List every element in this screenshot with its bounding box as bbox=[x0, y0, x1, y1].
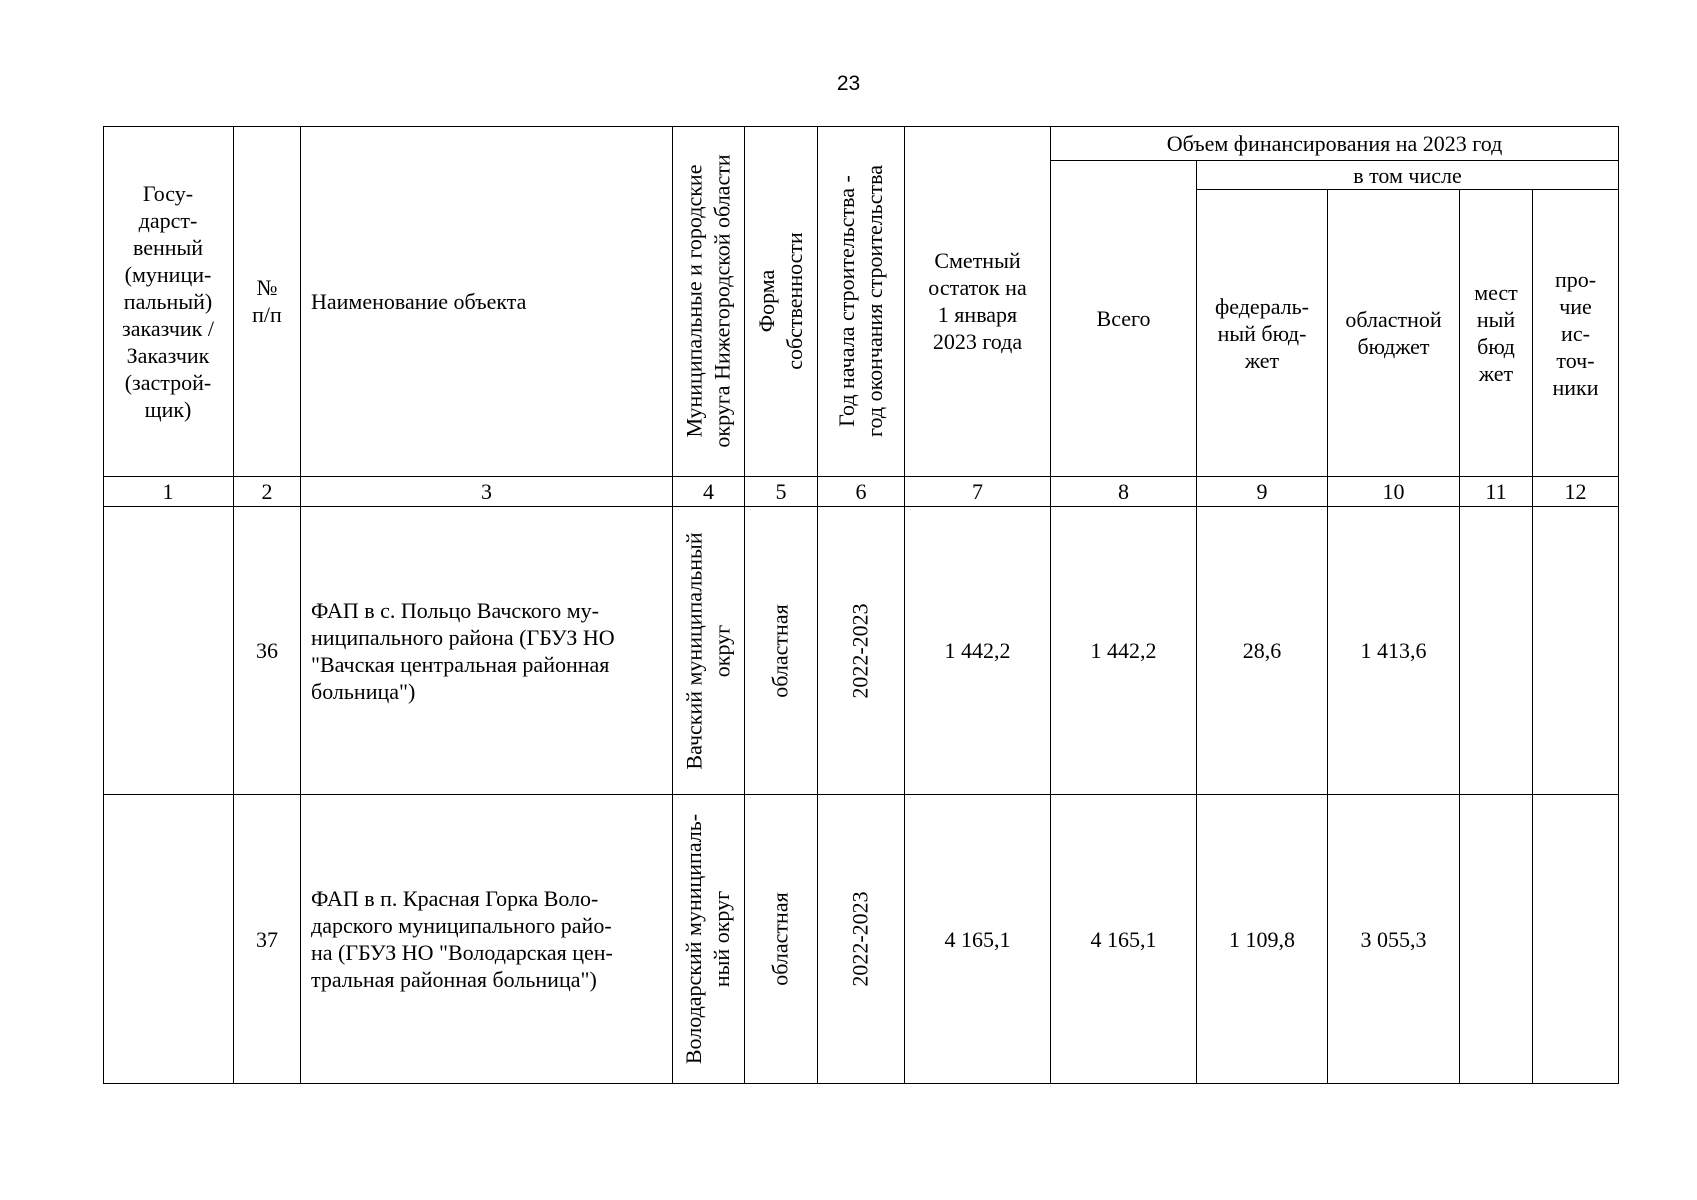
header-ownership-line2: собственности bbox=[782, 232, 808, 370]
header-funding-volume: Объем финансирования на 2023 год bbox=[1051, 126, 1619, 161]
column-number-8: 8 bbox=[1051, 477, 1197, 507]
column-number-10: 10 bbox=[1328, 477, 1460, 507]
row-36-regional-budget: 1 413,6 bbox=[1328, 507, 1460, 795]
header-regional-budget: областной бюджет bbox=[1328, 190, 1460, 477]
header-other-sources: про- чие ис- точ- ники bbox=[1533, 190, 1619, 477]
header-including: в том числе bbox=[1197, 161, 1619, 190]
row-36-object-name: ФАП в с. Польцо Вачского му- ниципального района (ГБУЗ НО "Вачская центральная районная больница") bbox=[301, 507, 673, 795]
header-years-line2: год окончания строительства bbox=[862, 165, 887, 437]
column-number-2: 2 bbox=[234, 477, 301, 507]
row-36-municipality-line2: округ bbox=[709, 624, 735, 677]
row-36-customer bbox=[103, 507, 234, 795]
header-municipality-line1: Муниципальные и городские bbox=[681, 164, 707, 438]
row-36-years-text: 2022-2023 bbox=[848, 602, 874, 699]
column-number-4: 4 bbox=[673, 477, 745, 507]
row-37-other-sources bbox=[1533, 795, 1619, 1084]
row-36-municipality-line1: Вачский муниципальный bbox=[681, 531, 707, 770]
row-36-federal-budget: 28,6 bbox=[1197, 507, 1328, 795]
row-36-years bbox=[818, 507, 905, 795]
header-federal-budget: федераль- ный бюд- жет bbox=[1197, 190, 1328, 477]
column-number-11: 11 bbox=[1460, 477, 1533, 507]
header-ownership-line1: Форма bbox=[754, 269, 780, 333]
row-37-estimate-balance: 4 165,1 bbox=[905, 795, 1051, 1084]
row-36-number: 36 bbox=[234, 507, 301, 795]
row-37-customer bbox=[103, 795, 234, 1084]
row-36-local-budget bbox=[1460, 507, 1533, 795]
row-36-other-sources bbox=[1533, 507, 1619, 795]
column-number-1: 1 bbox=[103, 477, 234, 507]
row-37-years bbox=[818, 795, 905, 1084]
row-37-number: 37 bbox=[234, 795, 301, 1084]
header-estimate-balance: Сметный остаток на 1 января 2023 года bbox=[905, 126, 1051, 477]
row-36-total: 1 442,2 bbox=[1051, 507, 1197, 795]
column-number-7: 7 bbox=[905, 477, 1051, 507]
row-37-municipality-line1: Володарский муниципаль- bbox=[681, 813, 707, 1065]
row-36-estimate-balance: 1 442,2 bbox=[905, 507, 1051, 795]
header-number: № п/п bbox=[234, 126, 301, 477]
row-36-ownership-text: областная bbox=[768, 603, 793, 698]
header-ownership bbox=[745, 126, 818, 477]
column-number-5: 5 bbox=[745, 477, 818, 507]
page-number: 23 bbox=[836, 72, 861, 95]
column-number-3: 3 bbox=[301, 477, 673, 507]
row-37-regional-budget: 3 055,3 bbox=[1328, 795, 1460, 1084]
header-municipality bbox=[673, 126, 745, 477]
row-36-municipality bbox=[673, 507, 745, 795]
row-37-municipality bbox=[673, 795, 745, 1084]
row-37-years-text: 2022-2023 bbox=[848, 891, 874, 987]
row-37-municipality-line2: ный округ bbox=[709, 890, 735, 988]
row-37-object-name: ФАП в п. Красная Горка Воло- дарского муниципального райо- на (ГБУЗ НО "Володарская цен- тральная районная больница") bbox=[301, 795, 673, 1084]
row-37-ownership bbox=[745, 795, 818, 1084]
row-36-ownership bbox=[745, 507, 818, 795]
header-object-name: Наименование объекта bbox=[301, 126, 673, 477]
row-37-local-budget bbox=[1460, 795, 1533, 1084]
header-total: Всего bbox=[1051, 161, 1197, 477]
row-37-ownership-text: областная bbox=[768, 892, 793, 986]
column-number-9: 9 bbox=[1197, 477, 1328, 507]
header-years-line1: Год начала строительства - bbox=[834, 175, 859, 427]
column-number-12: 12 bbox=[1533, 477, 1619, 507]
header-local-budget: мест ный бюд жет bbox=[1460, 190, 1533, 477]
row-37-federal-budget: 1 109,8 bbox=[1197, 795, 1328, 1084]
header-municipality-line2: округа Нижегородской области bbox=[709, 154, 735, 448]
header-customer: Госу- дарст- венный (муници- пальный) заказчик / Заказчик (застрой- щик) bbox=[103, 126, 234, 477]
header-years bbox=[818, 126, 905, 477]
row-37-total: 4 165,1 bbox=[1051, 795, 1197, 1084]
column-number-6: 6 bbox=[818, 477, 905, 507]
